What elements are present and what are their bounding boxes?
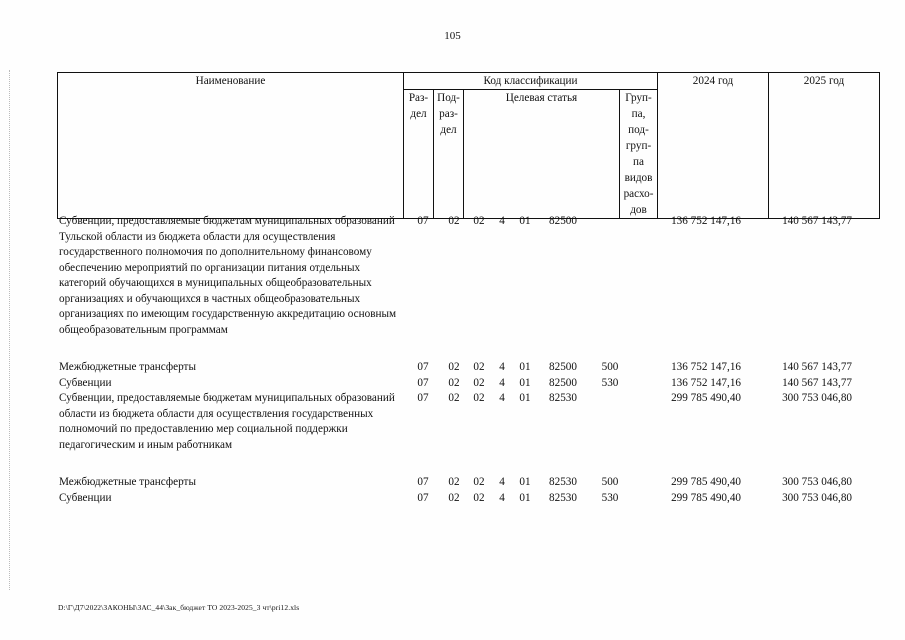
cell-statya-1: 02	[473, 491, 485, 504]
cell-statya-3: 01	[519, 392, 531, 404]
table-row	[57, 214, 852, 338]
cell-2024: 136 752 147,16	[671, 376, 741, 389]
cell-2024: 136 752 147,16	[671, 361, 741, 373]
cell-2024: 299 785 490,40	[671, 491, 741, 504]
cell-statya-2: 4	[499, 361, 505, 373]
cell-podrazdel: 02	[448, 376, 460, 389]
cell-podrazdel: 02	[448, 361, 460, 373]
file-path-footer: D:\Г\Д7\2022\ЗАКОНЫ\ЗАС_44\Зак_бюджет ТО 2023-2025_3 чт\pri12.xls	[58, 603, 300, 612]
cell-statya-1: 02	[473, 476, 485, 488]
cell-statya-3: 01	[519, 376, 531, 389]
cell-statya-4: 82530	[549, 476, 577, 488]
row-name: Субвенции, предоставляемые бюджетам муниципальных образований области из бюджета области для осуществления государственных полномочий по предоставлению мер социальной поддержки педагогическим и иным работникам	[59, 392, 395, 451]
cell-statya-1: 02	[473, 376, 485, 389]
cell-2024: 299 785 490,40	[671, 392, 741, 404]
page-number: 105	[444, 30, 461, 42]
cell-2025: 300 753 046,80	[782, 392, 852, 404]
cell-podrazdel: 02	[448, 476, 460, 488]
cell-statya-2: 4	[499, 491, 505, 504]
cell-razdel: 07	[417, 376, 429, 389]
header-gruppa: Груп- па, под- груп- па видов расхо- дов	[620, 90, 658, 219]
cell-gruppa: 530	[601, 376, 619, 389]
cell-2025: 300 753 046,80	[782, 476, 852, 488]
cell-statya-1: 02	[473, 392, 485, 404]
cell-razdel: 07	[417, 476, 429, 488]
cell-statya-3: 01	[519, 476, 531, 488]
cell-razdel: 07	[417, 491, 429, 504]
cell-statya-3: 01	[519, 361, 531, 373]
cell-statya-1: 02	[473, 361, 485, 373]
row-name: Субвенции	[59, 491, 112, 504]
cell-statya-2: 4	[499, 476, 505, 488]
cell-gruppa: 500	[601, 476, 619, 488]
header-code: Код классификации	[404, 73, 658, 90]
cell-gruppa: 500	[601, 361, 619, 373]
cell-statya-3: 01	[519, 491, 531, 504]
header-name: Наименование	[58, 73, 404, 219]
cell-statya-2: 4	[499, 376, 505, 389]
cell-2024: 299 785 490,40	[671, 476, 741, 488]
cell-statya-4: 82530	[549, 392, 577, 404]
cell-podrazdel: 02	[448, 491, 460, 504]
cell-statya-4: 82530	[549, 491, 577, 504]
cell-2025: 140 567 143,77	[782, 361, 852, 373]
classification-table-header	[57, 72, 880, 219]
cell-podrazdel: 02	[448, 215, 460, 227]
header-podrazdel: Под- раз- дел	[434, 90, 464, 219]
cell-razdel: 07	[417, 215, 429, 227]
header-year-2024: 2024 год	[658, 73, 769, 219]
cell-statya-4: 82500	[549, 215, 577, 227]
cell-statya-4: 82500	[549, 376, 577, 389]
header-year-2025: 2025 год	[769, 73, 880, 219]
table-body	[57, 214, 852, 506]
cell-statya-1: 02	[473, 215, 485, 227]
header-razdel: Раз- дел	[404, 90, 434, 219]
cell-statya-3: 01	[519, 215, 531, 227]
cell-2025: 300 753 046,80	[782, 491, 852, 504]
cell-statya-2: 4	[499, 215, 505, 227]
cell-podrazdel: 02	[448, 392, 460, 404]
cell-2025: 140 567 143,77	[782, 215, 852, 227]
table-row	[57, 475, 852, 491]
row-name: Субвенции	[59, 376, 112, 389]
cell-razdel: 07	[417, 392, 429, 404]
row-name: Межбюджетные трансферты	[59, 476, 196, 488]
cell-gruppa: 530	[601, 491, 619, 504]
cell-statya-2: 4	[499, 392, 505, 404]
header-celevaya-statya: Целевая статья	[464, 90, 620, 219]
table-row	[57, 376, 852, 392]
table-row	[57, 391, 852, 453]
table-row	[57, 360, 852, 376]
scan-edge-marks	[9, 70, 13, 590]
cell-2025: 140 567 143,77	[782, 376, 852, 389]
row-name: Межбюджетные трансферты	[59, 361, 196, 373]
row-name: Субвенции, предоставляемые бюджетам муниципальных образований Тульской области из бюджета области для осуществления государственного полномочия по дополнительному финансовому обеспечению мероприятий по организации питания отдельных категорий обучающихся в муниципальных общеобразовательных организациях и обучающихся в частных общеобразовательных организациях по имеющим государственную аккредитацию основным общеобразовательным программам	[59, 215, 397, 336]
cell-statya-4: 82500	[549, 361, 577, 373]
cell-razdel: 07	[417, 361, 429, 373]
cell-2024: 136 752 147,16	[671, 215, 741, 227]
table-row	[57, 491, 852, 507]
